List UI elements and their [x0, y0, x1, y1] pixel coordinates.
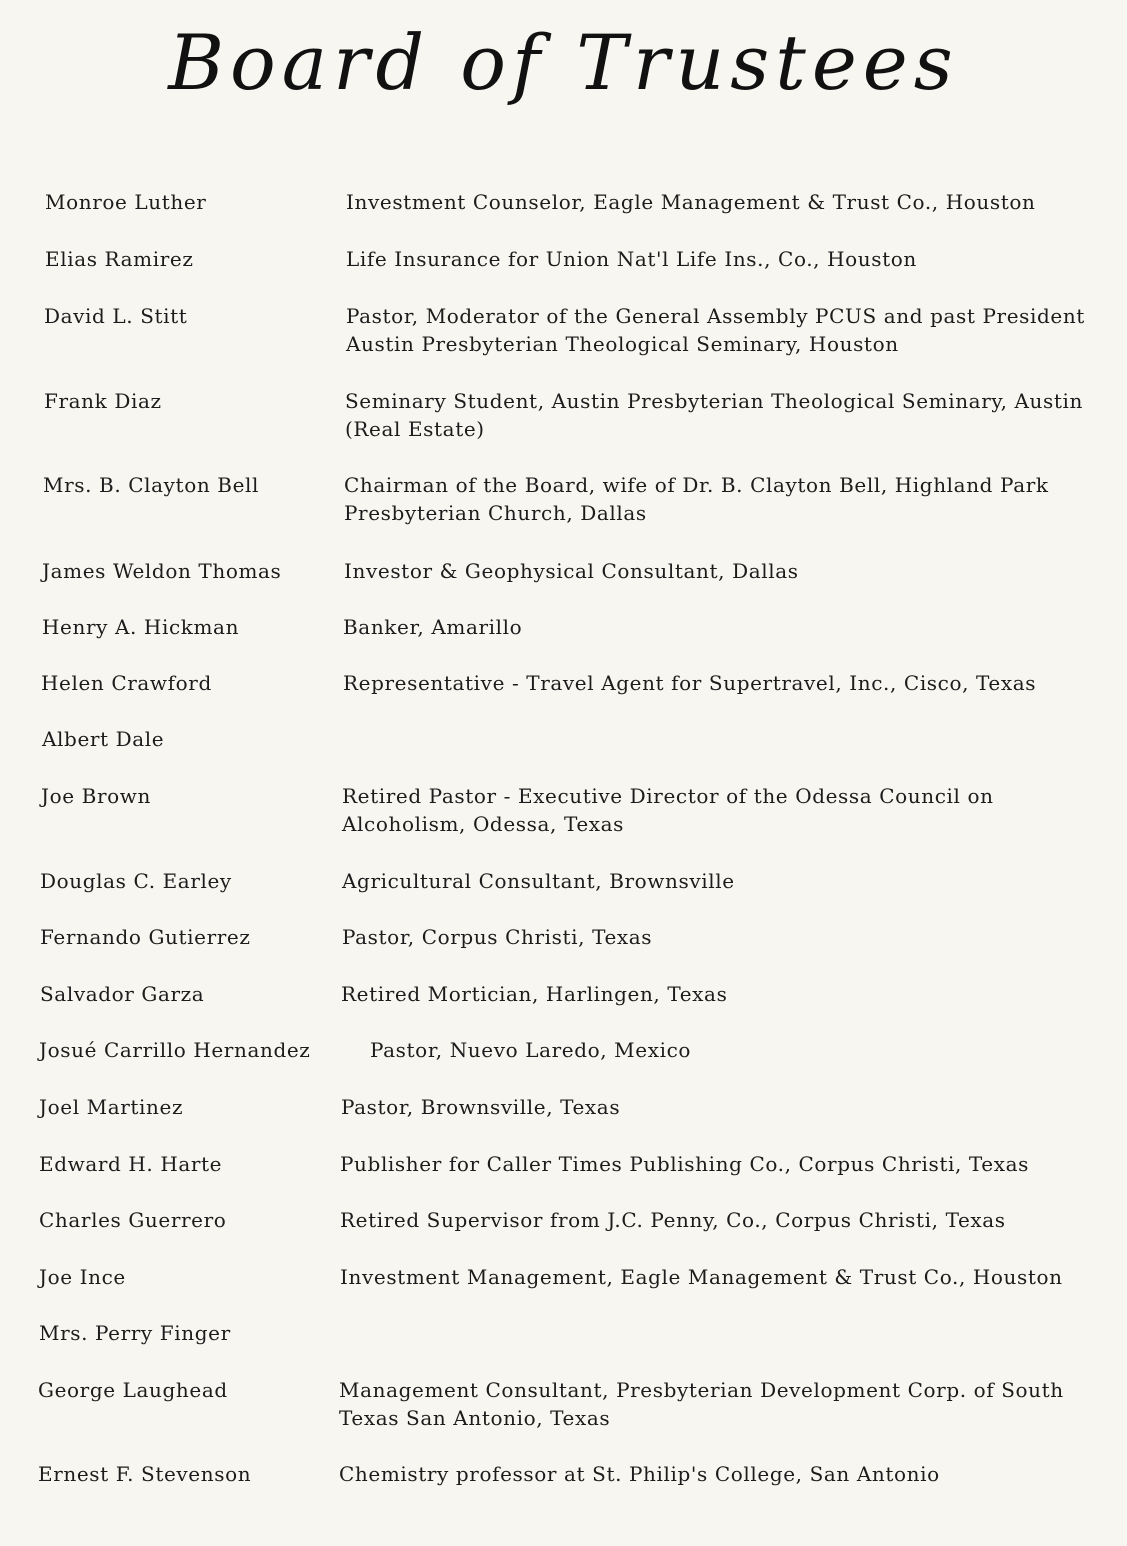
trustee-description: [346, 245, 917, 273]
description-line: Representative - Travel Agent for Supertravel, Inc., Cisco, Texas: [343, 671, 1037, 695]
trustee-row: [0, 387, 1127, 447]
trustee-row: [0, 867, 1127, 927]
trustee-description: [340, 1263, 1063, 1291]
trustee-description: [339, 1460, 940, 1488]
description-line: Investment Counselor, Eagle Management & Trust Co., Houston: [346, 190, 1036, 214]
trustee-name: Joe Ince: [39, 1265, 126, 1289]
trustee-description: [342, 923, 652, 951]
description-line: Retired Supervisor from J.C. Penny, Co., Corpus Christi, Texas: [340, 1208, 1006, 1232]
description-line: Seminary Student, Austin Presbyterian Theological Seminary, Austin: [345, 389, 1084, 413]
trustee-name: Edward H. Harte: [39, 1152, 223, 1176]
trustee-name: Elias Ramirez: [45, 247, 194, 271]
description-line: Banker, Amarillo: [343, 615, 523, 639]
description-line: Chairman of the Board, wife of Dr. B. Clayton Bell, Highland Park: [344, 473, 1049, 497]
trustee-row: [0, 471, 1127, 531]
trustee-row: [0, 613, 1127, 673]
trustee-row: [0, 1093, 1127, 1153]
trustee-description: [343, 613, 522, 641]
description-line: Austin Presbyterian Theological Seminary, Houston: [346, 332, 899, 356]
description-line: Chemistry professor at St. Philip's College, San Antonio: [339, 1462, 940, 1486]
trustee-row: [0, 669, 1127, 729]
description-line: Agricultural Consultant, Brownsville: [342, 869, 735, 893]
trustee-row: [0, 1206, 1127, 1266]
description-line: Investor & Geophysical Consultant, Dallas: [344, 559, 799, 583]
trustee-name: Charles Guerrero: [39, 1208, 227, 1232]
description-line: Investment Management, Eagle Management & Trust Co., Houston: [340, 1265, 1063, 1289]
trustee-row: [0, 1036, 1127, 1096]
trustee-name: Ernest F. Stevenson: [38, 1462, 252, 1486]
trustee-description: [342, 782, 994, 838]
trustee-row: [0, 188, 1127, 248]
trustee-description: [344, 557, 799, 585]
trustee-description: [343, 669, 1036, 697]
trustee-name: Frank Diaz: [44, 389, 162, 413]
trustee-row: [0, 923, 1127, 983]
trustee-row: [0, 980, 1127, 1040]
description-line: (Real Estate): [345, 417, 485, 441]
trustee-row: [0, 782, 1127, 842]
description-line: Pastor, Moderator of the General Assembly PCUS and past President: [346, 304, 1085, 328]
description-line: Texas San Antonio, Texas: [339, 1406, 611, 1430]
trustee-row: [0, 302, 1127, 362]
trustee-name: Mrs. Perry Finger: [39, 1321, 231, 1345]
trustee-description: [344, 471, 1049, 527]
description-line: Pastor, Brownsville, Texas: [341, 1095, 621, 1119]
trustee-name: Helen Crawford: [41, 671, 212, 695]
trustee-row: [0, 1263, 1127, 1323]
trustee-description: [341, 1093, 620, 1121]
trustee-name: Mrs. B. Clayton Bell: [43, 473, 259, 497]
description-line: Management Consultant, Presbyterian Development Corp. of South: [339, 1378, 1064, 1402]
trustee-row: [0, 1319, 1127, 1379]
trustee-description: [341, 980, 727, 1008]
trustee-description: [340, 1150, 1029, 1178]
trustee-description: [346, 302, 1085, 358]
description-line: Life Insurance for Union Nat'l Life Ins., Co., Houston: [346, 247, 917, 271]
trustee-name: Henry A. Hickman: [42, 615, 240, 639]
description-line: Retired Pastor - Executive Director of the Odessa Council on: [342, 784, 994, 808]
trustee-name: David L. Stitt: [44, 304, 188, 328]
description-line: Alcoholism, Odessa, Texas: [342, 812, 625, 836]
trustee-name: Josué Carrillo Hernandez: [39, 1038, 311, 1062]
trustee-name: Douglas C. Earley: [40, 869, 232, 893]
trustee-name: Joel Martinez: [39, 1095, 184, 1119]
description-line: Pastor, Corpus Christi, Texas: [342, 925, 653, 949]
description-line: Presbyterian Church, Dallas: [344, 501, 647, 525]
description-line: Retired Mortician, Harlingen, Texas: [341, 982, 728, 1006]
trustee-description: [345, 387, 1083, 443]
trustee-name: Monroe Luther: [45, 190, 207, 214]
trustee-row: [0, 725, 1127, 785]
trustee-name: Salvador Garza: [40, 982, 205, 1006]
trustee-description: [346, 188, 1036, 216]
trustee-name: James Weldon Thomas: [42, 559, 282, 583]
trustee-description: [370, 1036, 691, 1064]
description-line: Pastor, Nuevo Laredo, Mexico: [370, 1038, 692, 1062]
page-title: Board of Trustees: [168, 18, 959, 107]
description-line: Publisher for Caller Times Publishing Co., Corpus Christi, Texas: [340, 1152, 1029, 1176]
trustee-row: [0, 1460, 1127, 1520]
trustee-name: Fernando Gutierrez: [40, 925, 251, 949]
trustee-row: [0, 245, 1127, 305]
trustee-row: [0, 1150, 1127, 1210]
trustee-name: Joe Brown: [41, 784, 151, 808]
trustee-description: [339, 1376, 1064, 1432]
trustee-name: George Laughead: [38, 1378, 228, 1402]
trustee-row: [0, 557, 1127, 617]
trustee-row: [0, 1376, 1127, 1436]
trustee-description: [342, 867, 735, 895]
trustee-name: Albert Dale: [42, 727, 165, 751]
trustee-description: [340, 1206, 1006, 1234]
